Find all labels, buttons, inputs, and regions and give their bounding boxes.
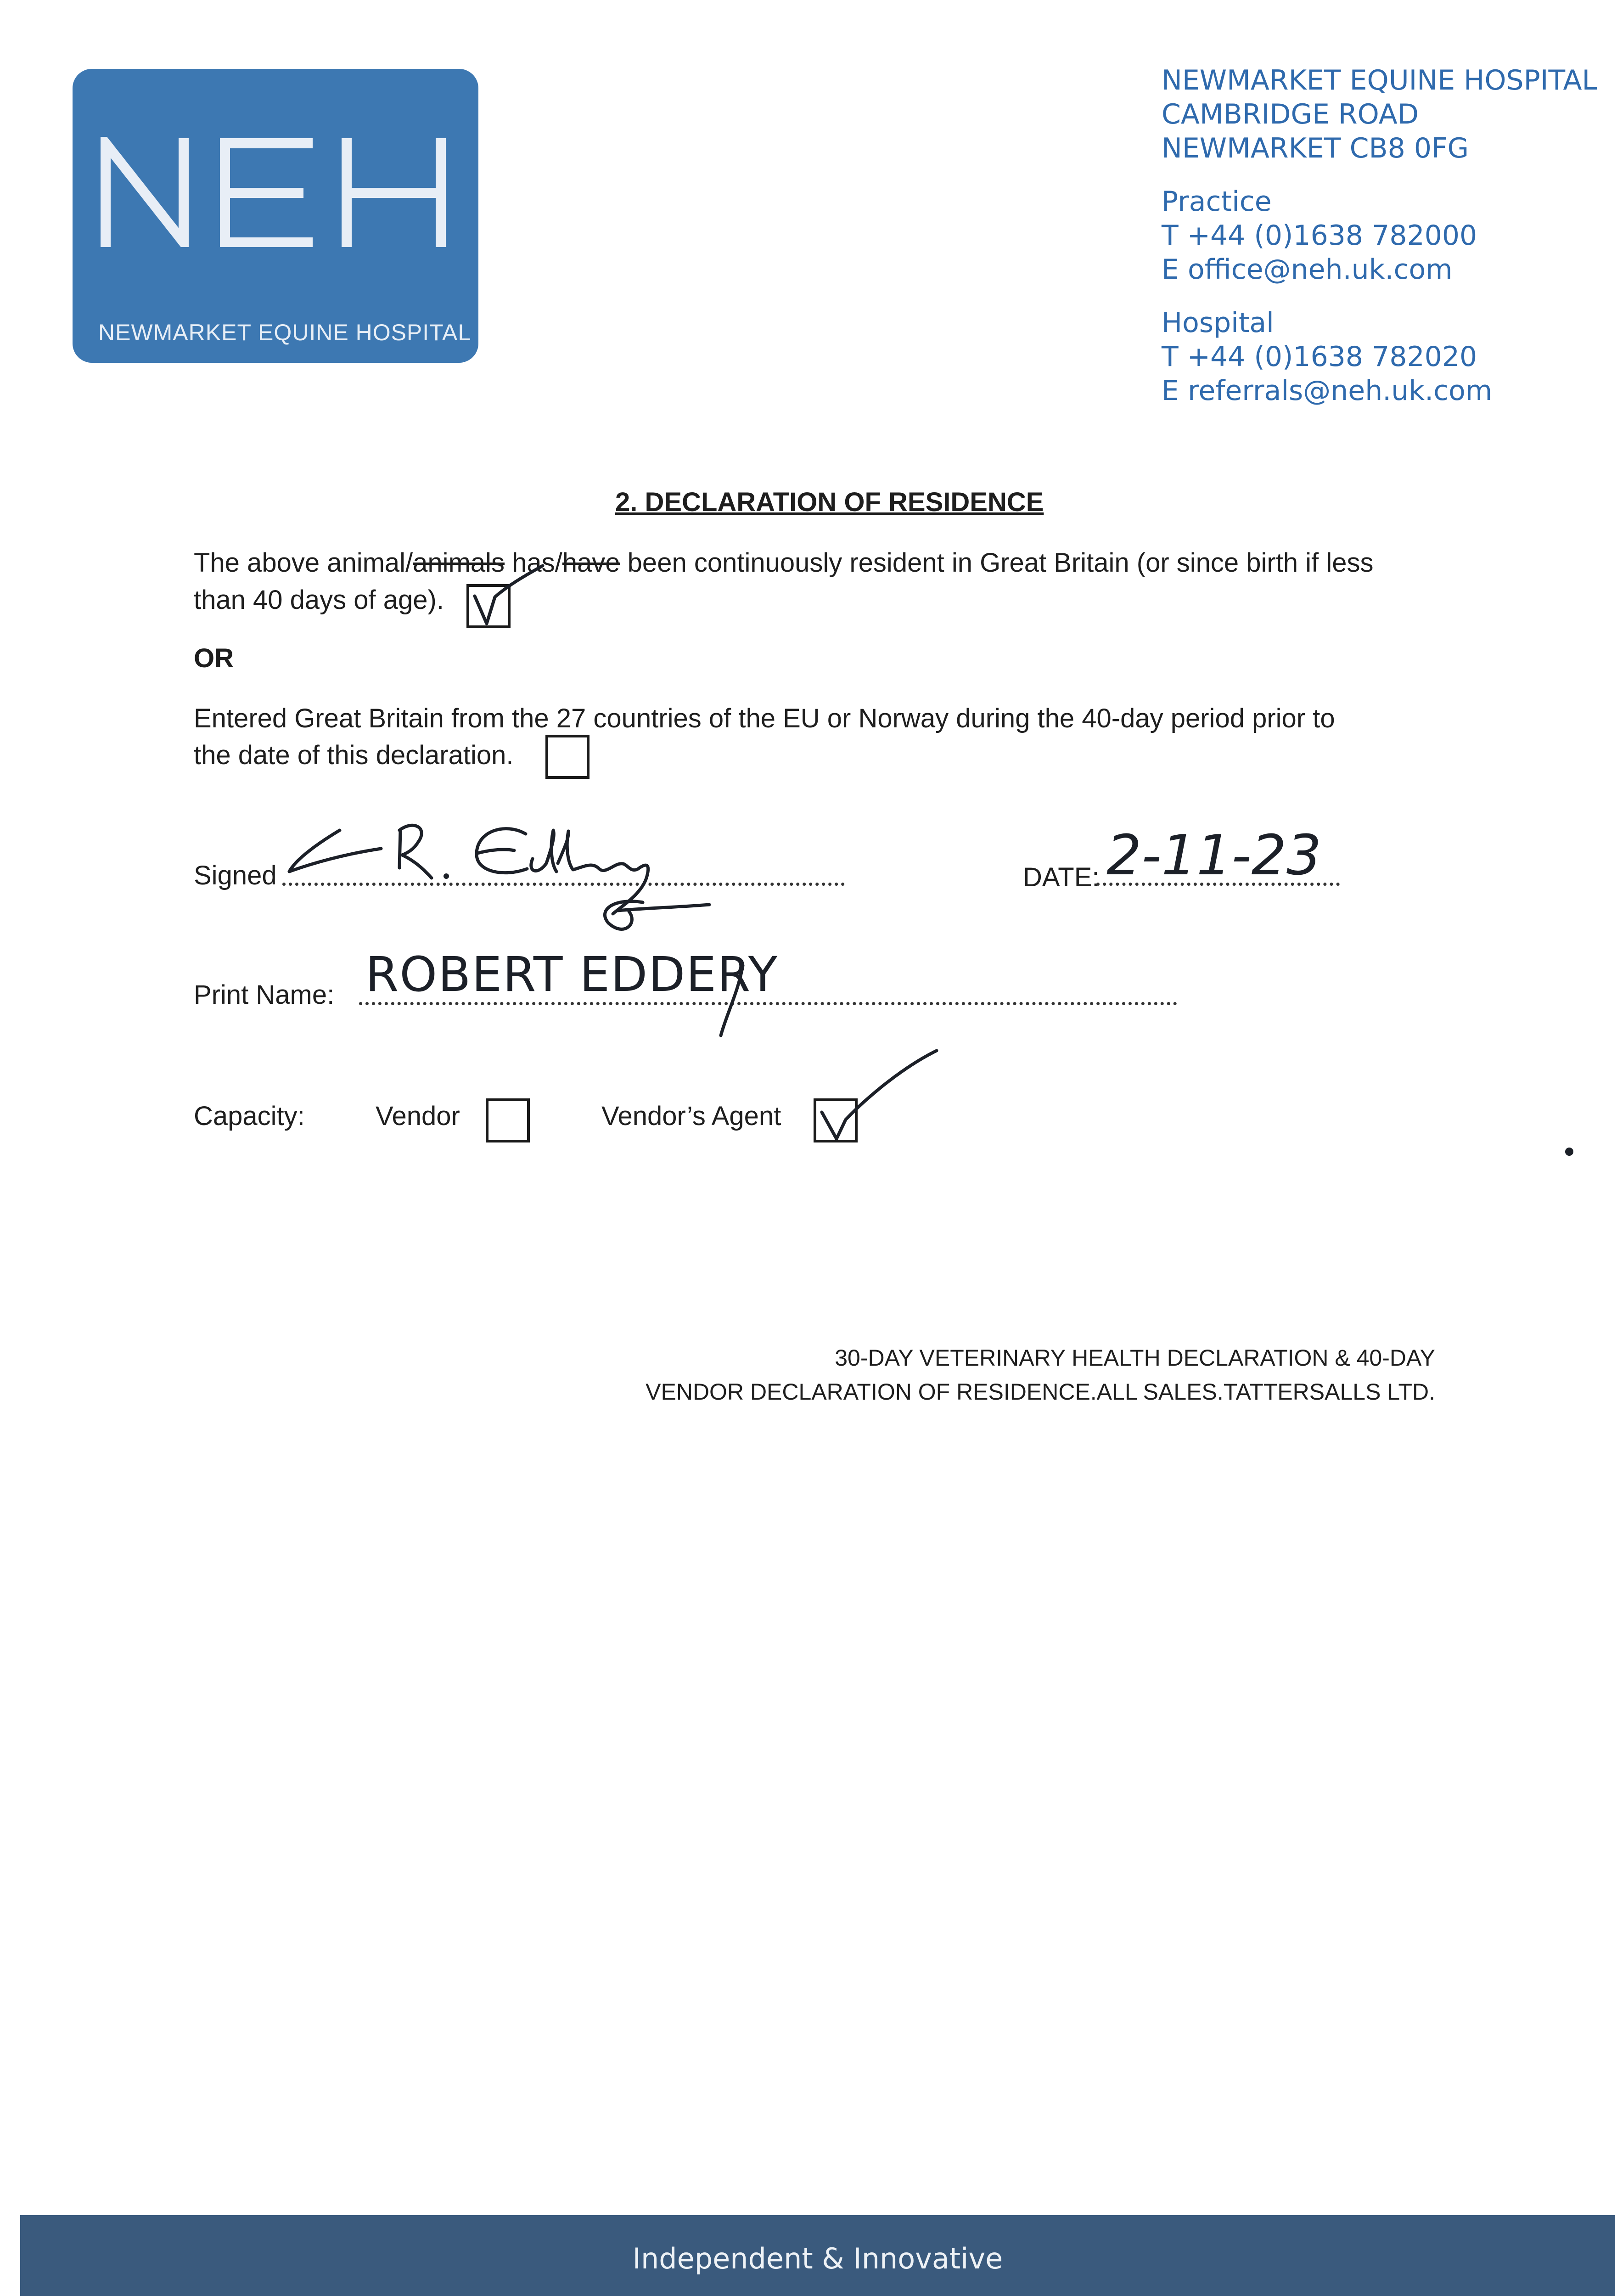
hospital-phone: T +44 (0)1638 782020: [1162, 341, 1477, 373]
option1-text-b: has/: [505, 548, 562, 578]
address-line-1: NEWMARKET EQUINE HOSPITAL: [1162, 64, 1597, 96]
practice-email[interactable]: E office@neh.uk.com: [1162, 253, 1453, 286]
date-label: DATE:: [1023, 862, 1100, 892]
footer-note: [646, 1341, 1435, 1409]
hospital-email[interactable]: E referrals@neh.uk.com: [1162, 375, 1493, 407]
option1-text-d: than 40 days of age).: [194, 585, 444, 615]
option2-line1: Entered Great Britain from the 27 countries of the EU or Norway during the 40-day period prior to: [194, 703, 1335, 733]
footer-note-line2: VENDOR DECLARATION OF RESIDENCE.ALL SALES.TATTERSALLS LTD.: [646, 1379, 1435, 1405]
option1-check-icon: [475, 566, 543, 624]
logo-name: NEWMARKET EQUINE HOSPITAL: [98, 320, 472, 345]
option2-line2: the date of this declaration.: [194, 740, 514, 770]
vendors-agent-label: Vendor’s Agent: [601, 1101, 781, 1131]
capacity-label: Capacity:: [194, 1101, 305, 1131]
or-label: OR: [194, 643, 234, 673]
print-name-label: Print Name:: [194, 980, 335, 1010]
option1-struck-b: have: [562, 548, 620, 578]
option1-struck-a: animals: [413, 548, 505, 578]
footer-note-line1: 30-DAY VETERINARY HEALTH DECLARATION & 40-DAY: [835, 1345, 1435, 1371]
svg-text:ROBERT EDDERY: ROBERT EDDERY: [365, 946, 779, 1002]
bottom-bar: [20, 2215, 1615, 2296]
address-line-2: CAMBRIDGE ROAD: [1162, 98, 1419, 130]
option1-text-a: The above animal/: [194, 548, 413, 578]
address-line-3: NEWMARKET CB8 0FG: [1162, 132, 1469, 164]
svg-text:2-11-23: 2-11-23: [1106, 824, 1322, 888]
practice-label: Practice: [1162, 186, 1272, 218]
vendors-agent-check-icon: [822, 1051, 937, 1139]
hospital-label: Hospital: [1162, 307, 1274, 339]
stray-dot: [1565, 1148, 1573, 1156]
option1-text-c: been continuously resident in Great Britain (or since birth if less: [620, 548, 1374, 578]
practice-phone: T +44 (0)1638 782000: [1162, 219, 1477, 252]
signed-label: Signed: [194, 861, 277, 890]
vendor-label: Vendor: [376, 1101, 460, 1131]
tagline: Independent & Innovative: [632, 2242, 1003, 2275]
form-title: 2. DECLARATION OF RESIDENCE: [615, 487, 1044, 517]
